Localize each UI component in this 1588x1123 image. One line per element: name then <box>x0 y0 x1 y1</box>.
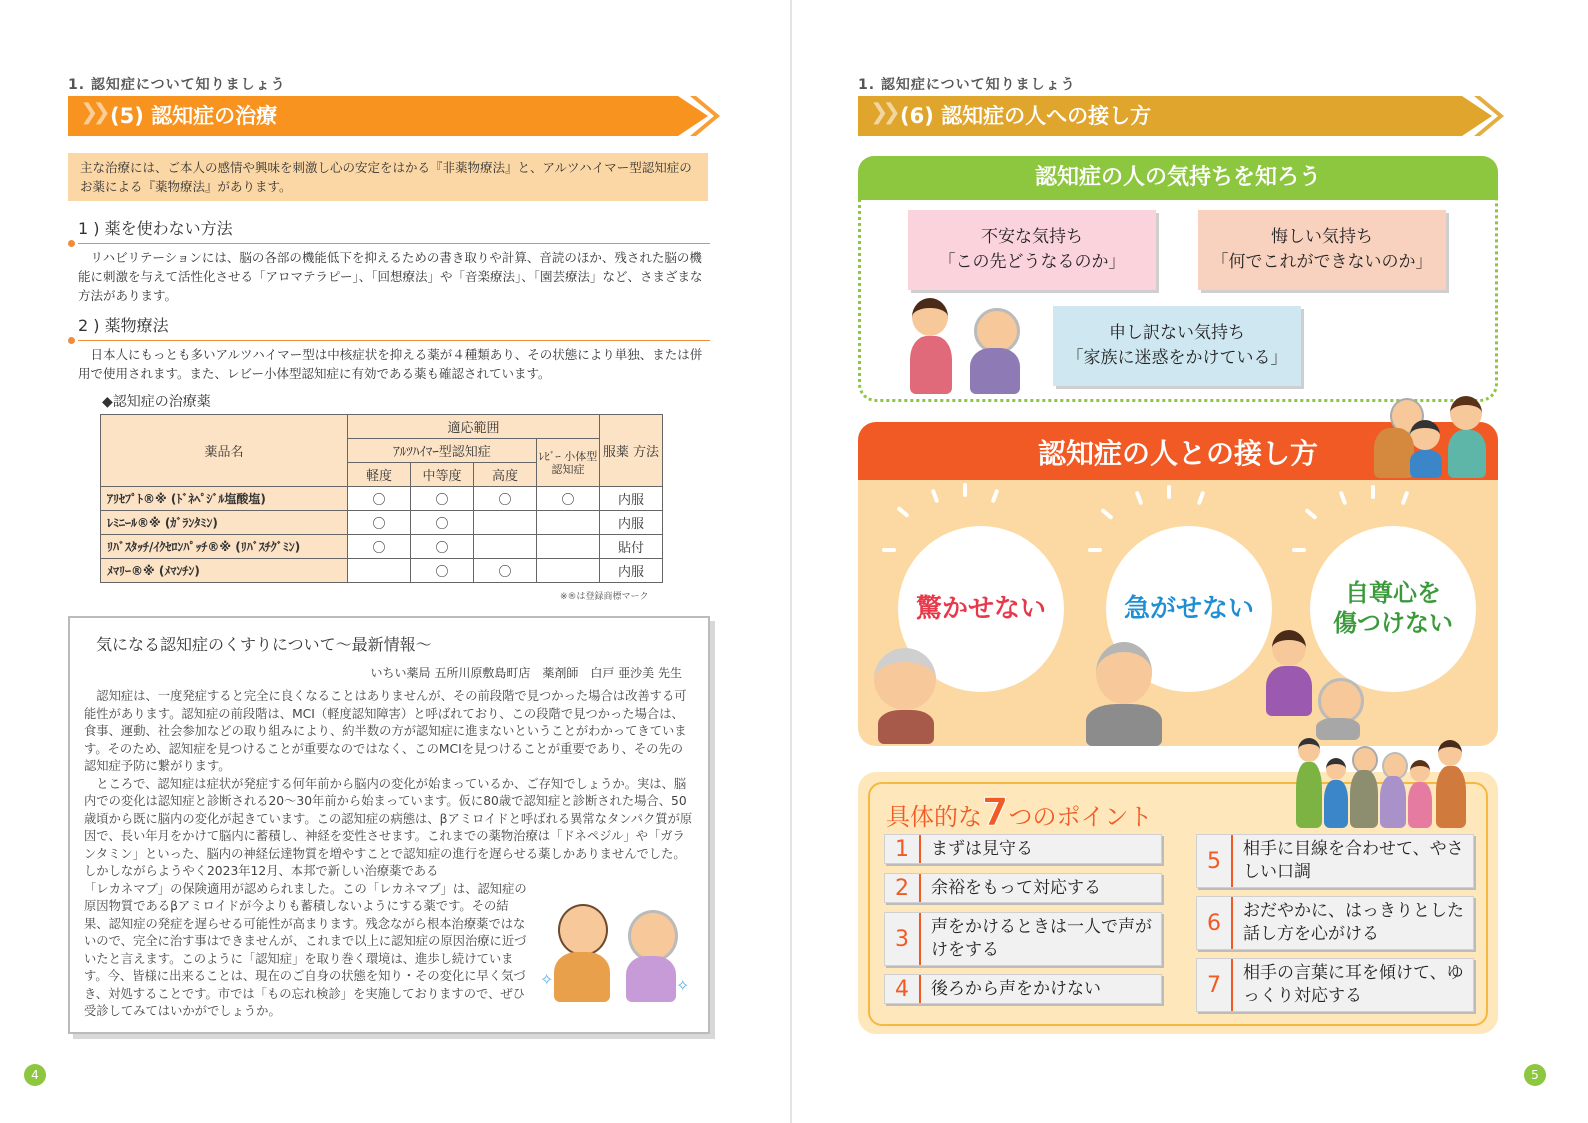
section-banner <box>858 96 1492 136</box>
points-title-number: 7 <box>982 790 1009 834</box>
family-body <box>1448 430 1486 478</box>
approach-text: 傷つけない <box>1333 609 1453 637</box>
table-row <box>101 487 663 511</box>
feeling-card-anxious <box>908 210 1156 290</box>
elder-body <box>1086 704 1162 746</box>
cell: 〇 <box>537 487 600 511</box>
drug-name: ｱﾘｾﾌﾟﾄ®※ (ﾄﾞﾈﾍﾟｼﾞﾙ塩酸塩) <box>101 487 348 511</box>
cell <box>537 511 600 535</box>
point-item-7 <box>1196 958 1474 1012</box>
header-lewy: ﾚﾋﾞｰ 小体型 認知症 <box>537 439 600 487</box>
sparkle-icon: ✧ <box>540 970 554 989</box>
point-text: 相手に目線を合わせて、やさしい口調 <box>1243 839 1464 882</box>
points-title-post: つのポイント <box>1008 803 1153 831</box>
cell: 〇 <box>411 487 474 511</box>
caregiver-body <box>910 336 952 394</box>
family-head <box>1410 760 1430 782</box>
cell: 〇 <box>348 487 411 511</box>
approach-text: 驚かせない <box>915 594 1046 624</box>
feeling-quote: 「何でこれができないのか」 <box>1211 252 1433 272</box>
point-number: 6 <box>1197 897 1233 949</box>
cell: 〇 <box>411 559 474 583</box>
point-item-6 <box>1196 896 1474 950</box>
feeling-card-sorry <box>1053 306 1301 386</box>
grandma-head <box>628 910 678 962</box>
header-range: 適応範囲 <box>348 415 600 439</box>
news-paragraph: 「レカネマブ」の保険適用が認められました。この「レカネマブ」は、認知症の原因物質であるβアミロイドが今よりも蓄積しないようにする薬です。その結果、認知症の発症を遅らせる可能性が高まります。残念ながら根本治療薬ではないので、完全に治す事はできませんが、これまで以上に認知症の原因治療に近づいたと言えます。このように「認知症」を取り巻く環境は、進歩し続けています。今、皆様に出来ることは、現在のご自身の状態を知り・その変化に早く気づき、対処することです。市では「もの忘れ検診」を実施しておりますので、ぜひ受診してみてはいかがでしょうか。 <box>84 881 527 1018</box>
feeling-quote: 「この先どうなるのか」 <box>938 252 1126 272</box>
usage-cell: 内服 <box>600 487 663 511</box>
news-paragraph: 認知症は、一度発症すると完全に良くなることはありませんが、その前段階で見つかった場合は改善する可能性があります。認知症の前段階は、MCI（軽度認知障害）と呼ばれており、この段階で見つかった場合は、食事、運動、社会参加などの取り組みにより、約半数の方が認知症に進まないということがわかってきています。そのため、認知症を見つけることが重要なのではなく、このMCIを見つけることが重要であり、その先の認知症予防に繋がります。 <box>84 689 687 773</box>
points-title-pre: 具体的な <box>886 803 982 831</box>
point-text: おだやかに、はっきりとした話し方を心がける <box>1243 901 1464 944</box>
table-caption: ◆認知症の治療薬 <box>102 394 211 410</box>
approach-heading: 認知症の人との接し方 <box>1037 437 1318 470</box>
usage-cell: 内服 <box>600 511 663 535</box>
cell: 〇 <box>411 535 474 559</box>
sparkle-icon: ✧ <box>676 976 690 995</box>
family-head <box>1438 740 1462 766</box>
section-banner <box>68 96 708 136</box>
caregiver-illustration <box>904 296 1030 396</box>
family-body <box>1408 782 1432 828</box>
header-mild: 軽度 <box>348 463 411 487</box>
family-body <box>1410 450 1442 478</box>
table-row <box>101 535 663 559</box>
point-number: 3 <box>885 913 921 965</box>
family-body <box>1380 776 1406 828</box>
elderly-couple-illustration <box>540 880 690 1010</box>
cell: 〇 <box>474 559 537 583</box>
point-text: 声をかけるときは一人で声がけをする <box>931 917 1152 960</box>
caregiver-head <box>1272 630 1306 666</box>
chevron-icon: ❯❯ <box>80 100 105 125</box>
ray <box>1167 485 1171 499</box>
family-body <box>1324 780 1348 828</box>
feeling-title: 申し訳ない気持ち <box>1109 323 1245 343</box>
cell: 〇 <box>348 535 411 559</box>
family-body <box>1374 428 1414 478</box>
point-number: 4 <box>885 975 921 1003</box>
header-name: 薬品名 <box>101 415 348 487</box>
family-body <box>1296 762 1322 828</box>
point-text: まずは見守る <box>931 838 1033 859</box>
family-head <box>1298 738 1320 762</box>
point-item-1 <box>884 834 1162 864</box>
subheading-drug: 2 ) 薬物療法 <box>78 313 710 341</box>
point-text: 後ろから声をかけない <box>931 978 1101 999</box>
feeling-card-frustrated <box>1198 210 1446 290</box>
drug-name: ﾒﾏﾘｰ®※ (ﾒﾏﾝﾁﾝ) <box>101 559 348 583</box>
family-body <box>1350 770 1378 828</box>
cell: 〇 <box>348 511 411 535</box>
grandma-body <box>626 956 676 1002</box>
section-label: 1. 認知症について知りましょう <box>68 77 286 93</box>
point-text: 相手の言葉に耳を傾けて、ゆっくり対応する <box>1243 963 1464 1006</box>
caregiver-body <box>1266 666 1312 716</box>
point-item-2 <box>884 873 1162 903</box>
points-title <box>886 790 1152 834</box>
news-box <box>68 616 710 1034</box>
caregiver-head <box>912 298 948 336</box>
feelings-heading: 認知症の人の気持ちを知ろう <box>858 156 1498 200</box>
table-row <box>101 559 663 583</box>
ray <box>963 483 967 497</box>
ray <box>1292 548 1306 552</box>
grandpa-head <box>558 904 608 956</box>
point-item-4 <box>884 974 1162 1004</box>
paragraph-non-drug: リハビリテーションには、脳の各部の機能低下を抑えるための書き取りや計算、音読のほか、残された脳の機能に刺激を与えて活性化させる「アロマテラピー」、「回想療法」や「音楽療法」、「園芸療法」など、さまざまな方法があります。 <box>78 250 703 303</box>
news-title: 気になる認知症のくすりについて～最新情報～ <box>96 635 432 654</box>
header-moderate: 中等度 <box>411 463 474 487</box>
feeling-title: 不安な気持ち <box>981 227 1083 247</box>
header-alzheimer: ｱﾙﾂﾊｲﾏｰ型認知症 <box>348 439 537 463</box>
point-number: 1 <box>885 835 921 863</box>
usage-cell: 内服 <box>600 559 663 583</box>
point-number: 7 <box>1197 959 1233 1011</box>
family-body <box>1436 766 1466 828</box>
ray <box>1088 548 1102 552</box>
feeling-title: 悔しい気持ち <box>1271 227 1373 247</box>
family-group-illustration <box>1294 734 1474 830</box>
ray <box>1371 485 1375 499</box>
drug-table <box>100 414 663 583</box>
point-text: 余裕をもって対応する <box>931 877 1101 898</box>
banner-title: (6) 認知症の人への接し方 <box>900 104 1152 128</box>
cell <box>348 559 411 583</box>
cell <box>474 535 537 559</box>
news-author: いちい薬局 五所川原敷島町店 薬剤師 白戸 亜沙美 先生 <box>370 666 682 680</box>
point-number: 5 <box>1197 835 1233 887</box>
drug-name: ﾚﾐﾆｰﾙ®※ (ｶﾞﾗﾝﾀﾐﾝ) <box>101 511 348 535</box>
ray <box>882 548 896 552</box>
header-usage: 服薬 方法 <box>600 415 663 487</box>
drug-name: ﾘﾊﾞｽﾀｯﾁ/ｲｸｾﾛﾝﾊﾟｯﾁ®※ (ﾘﾊﾞｽﾁｸﾞﾐﾝ) <box>101 535 348 559</box>
approach-text: 自尊心を <box>1345 579 1441 607</box>
point-item-5 <box>1196 834 1474 888</box>
intro-text: 主な治療には、ご本人の感情や興味を刺激し心の安定をはかる『非薬物療法』と、アルツハイマー型認知症のお薬による『薬物療法』があります。 <box>68 153 708 201</box>
chevron-icon: ❯❯ <box>870 100 895 125</box>
news-paragraph: ところで、認知症は症状が発症する何年前から脳内の変化が始まっているか、ご存知でしょうか。実は、脳内での変化は認知症と診断される20～30年前から始まっています。仮に80歳で認知症と診断された場合、50歳頃から既に脳内の変化が起きています。この認知症の病態は、βアミロイドと呼ばれる異常なタンパク質が原因で、長い年月をかけて脳内に蓄積し、神経を変性させます。これまでの薬物治療は「ドネペジル」や「ガランタミン」といった、脳内の神経伝達物質を増やすことで認知症の進行を遅らせる薬しかありませんでした。しかしながらようやく2023年12月、本邦で新しい治療薬である <box>84 776 693 878</box>
family-head <box>1450 396 1482 430</box>
table-note: ※®は登録商標マーク <box>560 592 649 602</box>
cell <box>474 511 537 535</box>
banner-title: (5) 認知症の治療 <box>110 104 278 128</box>
family-illustration <box>1372 396 1490 480</box>
point-item-3 <box>884 912 1162 966</box>
grandpa-body <box>554 952 610 1002</box>
table-row <box>101 511 663 535</box>
page-number: 4 <box>24 1064 46 1086</box>
paragraph-drug: 日本人にもっとも多いアルツハイマー型は中核症状を抑える薬が４種類あり、その状態により単独、または併用で使用されます。また、レビー小体型認知症に有効である薬も確認されています。 <box>78 347 703 381</box>
scolding-illustration <box>1258 626 1368 740</box>
header-severe: 高度 <box>474 463 537 487</box>
section-label: 1. 認知症について知りましょう <box>858 77 1076 93</box>
surprised-elder-illustration <box>868 644 944 744</box>
page-number: 5 <box>1524 1064 1546 1086</box>
elder-body <box>970 348 1020 394</box>
feeling-quote: 「家族に迷惑をかけている」 <box>1066 348 1288 368</box>
rushed-elder-illustration <box>1076 636 1172 746</box>
elder-body <box>878 710 934 744</box>
cell <box>537 559 600 583</box>
cell: 〇 <box>411 511 474 535</box>
subheading-non-drug: 1 ) 薬を使わない方法 <box>78 216 710 244</box>
point-number: 2 <box>885 874 921 902</box>
cell: 〇 <box>474 487 537 511</box>
approach-text: 急がせない <box>1123 594 1254 624</box>
cell <box>537 535 600 559</box>
elder-head <box>1096 642 1152 704</box>
usage-cell: 貼付 <box>600 535 663 559</box>
family-head <box>1410 420 1440 450</box>
family-head <box>1326 758 1346 780</box>
elder-head <box>874 648 936 710</box>
page-gutter <box>790 0 792 1123</box>
